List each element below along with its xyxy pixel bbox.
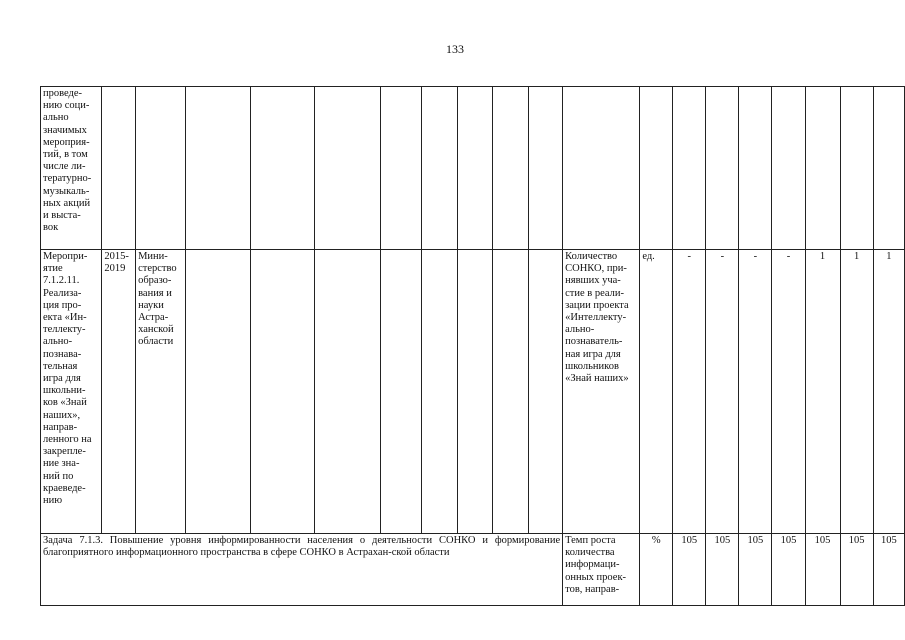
- table-row: [41, 87, 905, 250]
- value-cell: 1: [840, 250, 873, 534]
- empty-cell: [493, 87, 529, 250]
- empty-cell: [314, 250, 380, 534]
- empty-cell: [739, 87, 772, 250]
- value-cell: 105: [805, 534, 840, 606]
- empty-cell: [493, 250, 529, 534]
- event-description-cell: Меропри- ятие 7.1.2.11. Реализа- ция про- екта «Ин- теллекту- ально- познава- тельная игра для школьни- ков «Знай наших», направ- ленного на закрепле- ние зна- ний по краеведе- нию: [41, 250, 102, 534]
- value-cell: -: [706, 250, 739, 534]
- value-cell: 105: [873, 534, 904, 606]
- value-cell: 105: [673, 534, 706, 606]
- value-cell: 105: [706, 534, 739, 606]
- empty-cell: [251, 87, 315, 250]
- period-cell: 2015- 2019: [102, 250, 136, 534]
- empty-cell: [185, 250, 251, 534]
- value-cell: 105: [840, 534, 873, 606]
- empty-cell: [457, 87, 493, 250]
- value-cell: -: [739, 250, 772, 534]
- empty-cell: [251, 250, 315, 534]
- empty-cell: [840, 87, 873, 250]
- empty-cell: [640, 87, 673, 250]
- empty-cell: [529, 87, 563, 250]
- executor-cell: Мини- стерство образо- вания и науки Астра- ханской области: [136, 250, 186, 534]
- empty-cell: [380, 250, 421, 534]
- value-cell: 1: [805, 250, 840, 534]
- indicator-cell: Количество СОНКО, при- нявших уча- стие в реали- зации проекта «Интеллекту- ально- познаватель- ная игра для школьников «Знай наших»: [563, 250, 640, 534]
- table-row: [41, 250, 905, 534]
- empty-cell: [185, 87, 251, 250]
- empty-cell: [136, 87, 186, 250]
- empty-cell: [805, 87, 840, 250]
- empty-cell: [457, 250, 493, 534]
- value-cell: 105: [772, 534, 805, 606]
- value-cell: 105: [739, 534, 772, 606]
- empty-cell: [563, 87, 640, 250]
- data-table: [40, 86, 905, 606]
- empty-cell: [421, 250, 457, 534]
- empty-cell: [102, 87, 136, 250]
- value-cell: -: [772, 250, 805, 534]
- value-cell: -: [673, 250, 706, 534]
- unit-cell: ед.: [640, 250, 673, 534]
- empty-cell: [421, 87, 457, 250]
- empty-cell: [380, 87, 421, 250]
- indicator-cell: Темп роста количества информаци- онных проек- тов, направ-: [563, 534, 640, 606]
- table-row: [41, 534, 905, 606]
- task-cell: Задача 7.1.3. Повышение уровня информированности населения о деятельности СОНКО и формирование благоприятного информационного пространства в сфере СОНКО в Астрахан-ской области: [41, 534, 563, 606]
- value-cell: 1: [873, 250, 904, 534]
- empty-cell: [529, 250, 563, 534]
- empty-cell: [706, 87, 739, 250]
- empty-cell: [772, 87, 805, 250]
- empty-cell: [873, 87, 904, 250]
- unit-cell: %: [640, 534, 673, 606]
- page-number: 133: [446, 42, 464, 56]
- empty-cell: [673, 87, 706, 250]
- empty-cell: [314, 87, 380, 250]
- event-description-cell: проведе- нию соци- ально значимых мероприя- тий, в том числе ли- тературно- музыкаль- ных акций и выста- вок: [41, 87, 102, 250]
